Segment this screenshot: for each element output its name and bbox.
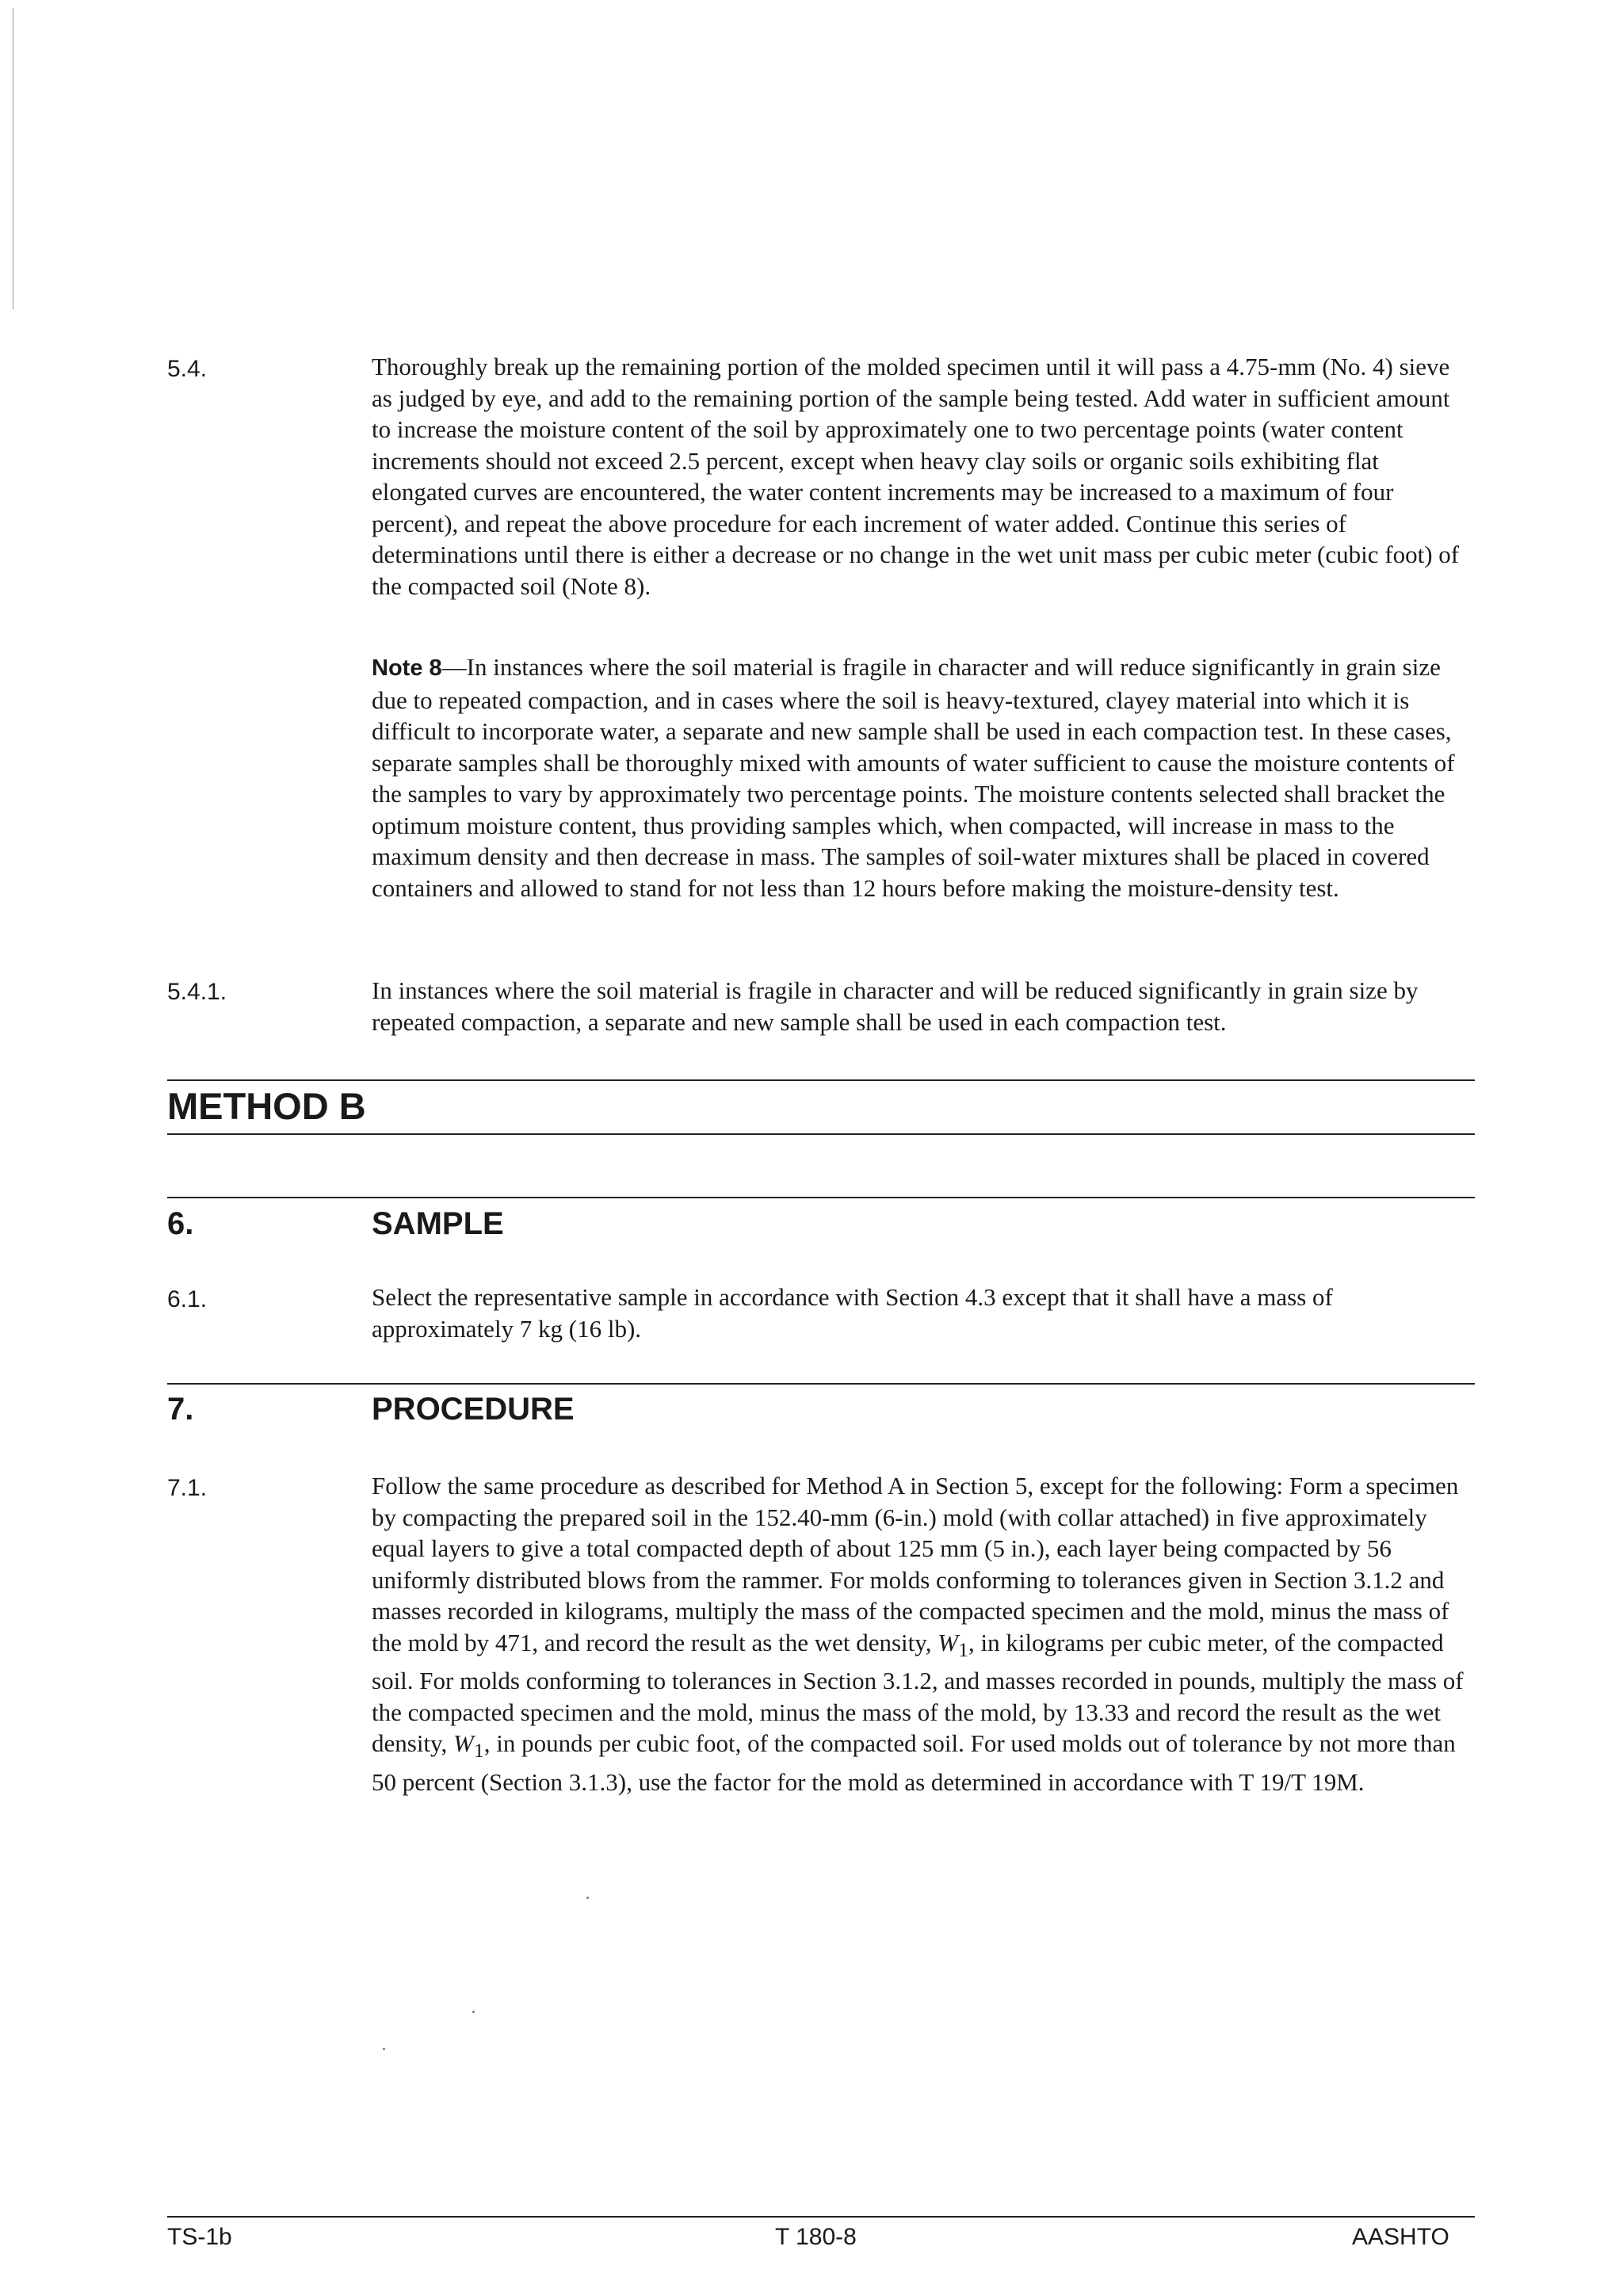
scan-speck: [472, 2011, 475, 2013]
section-5-4-text: [372, 351, 1475, 602]
section-7-rule: [167, 1383, 1475, 1385]
section-6-1-text: [372, 1282, 1475, 1344]
section-number-6: 6.: [167, 1206, 194, 1241]
footer-right: AASHTO: [1352, 2224, 1449, 2250]
method-b-bottom-rule: [167, 1133, 1475, 1135]
wet-density-sub-lb: 1: [473, 1739, 484, 1763]
scan-speck: [383, 2048, 385, 2050]
footer-center: T 180-8: [775, 2224, 857, 2250]
section-6-1-paragraph: Select the representative sample in accordance with Section 4.3 except that it shall have a mass of approximately 7 kg (16 lb).: [372, 1283, 1333, 1343]
wet-density-symbol-lb: [453, 1729, 474, 1757]
scan-speck: [586, 1897, 589, 1899]
section-7-1-part1: Follow the same procedure as described for Method A in Section 5, except for the following: Form a specimen by compacting the prepared soil in the 152.40-mm (6-in.) mold (with collar attached) in five approximately equal layers to give a total compacted depth of about 125 mm (5 in.), each layer being compacted by 56 uniformly distributed blows from the rammer. For molds conforming to tolerances given in Section 3.1.2 and masses recorded in kilograms, multiply the mass of the compacted specimen and the mold, minus the mass of the mold by 471, and record the result as the wet density,: [372, 1472, 1459, 1656]
section-number-7-1: 7.1.: [167, 1475, 208, 1501]
section-number-5-4-1: 5.4.1.: [167, 979, 227, 1005]
wet-density-sub-kg: 1: [958, 1637, 969, 1661]
section-number-7: 7.: [167, 1392, 194, 1427]
section-5-4-paragraph: Thoroughly break up the remaining portion of the molded specimen until it will pass a 4.75-mm (No. 4) sieve as judged by eye, and add to the remaining portion of the sample being tested. Add water in sufficient amount to increase the moisture content of the soil by approximately one to two percentage points (water content increments should not exceed 2.5 percent, except when heavy clay soils or organic soils exhibiting flat elongated curves are encountered, the water content increments may be increased to a maximum of four percent), and repeat the above procedure for each increment of water added. Continue this series of determinations until there is either a decrease or no change in the wet unit mass per cubic meter (cubic foot) of the compacted soil (Note 8).: [372, 353, 1460, 600]
note-8-paragraph: [372, 651, 1475, 904]
section-7-1-part3: , in pounds per cubic foot, of the compacted soil. For used molds out of tolerance by not more than 50 percent (Section 3.1.3), use the factor for the mold as determined in accordance with T 19/T 19M.: [372, 1729, 1456, 1796]
section-6-rule: [167, 1197, 1475, 1198]
section-7-1-part2: , in kilograms per cubic meter, of the compacted soil. For molds conforming to tolerances in Section 3.1.2, and masses recorded in pounds, multiply the mass of the compacted specimen and the mold, minus the mass of the mold, by 13.33 and record the result as the wet density,: [372, 1628, 1464, 1758]
section-7-1-paragraph: [372, 1470, 1475, 1797]
wet-density-var-kg: W: [938, 1628, 959, 1656]
footer-left: TS-1b: [167, 2224, 232, 2250]
note-8-label: Note 8: [372, 655, 442, 681]
note-8-text: —In instances where the soil material is fragile in character and will reduce significantly in grain size due to repeated compaction, and in cases where the soil is heavy-textured, clayey material into which it is difficult to incorporate water, a separate and new sample shall be used in each compaction test. In these cases, separate samples shall be thoroughly mixed with amounts of water sufficient to cause the moisture contents of the samples to vary by approximately two percentage points. The moisture contents selected shall bracket the optimum moisture content, thus providing samples which, when compacted, will increase in mass to the maximum density and then decrease in mass. The samples of soil-water mixtures shall be placed in covered containers and allowed to stand for not less than 12 hours before making the moisture-density test.: [372, 653, 1455, 902]
wet-density-var-lb: W: [453, 1729, 474, 1758]
note-8: [372, 651, 1475, 904]
section-5-4-1-paragraph: In instances where the soil material is fragile in character and will be reduced significantly in grain size by repeated compaction, a separate and new sample shall be used in each compaction test.: [372, 976, 1419, 1036]
wet-density-symbol-kg: [938, 1629, 958, 1656]
method-b-top-rule: [167, 1079, 1475, 1081]
method-b-heading: METHOD B: [167, 1085, 366, 1127]
footer-rule: [167, 2216, 1475, 2218]
section-5-4-1-text: [372, 975, 1475, 1037]
section-number-5-4: 5.4.: [167, 356, 208, 382]
section-6-title: SAMPLE: [372, 1206, 504, 1241]
section-7-title: PROCEDURE: [372, 1392, 575, 1427]
section-7-1-text: [372, 1470, 1475, 1797]
section-number-6-1: 6.1.: [167, 1286, 208, 1312]
